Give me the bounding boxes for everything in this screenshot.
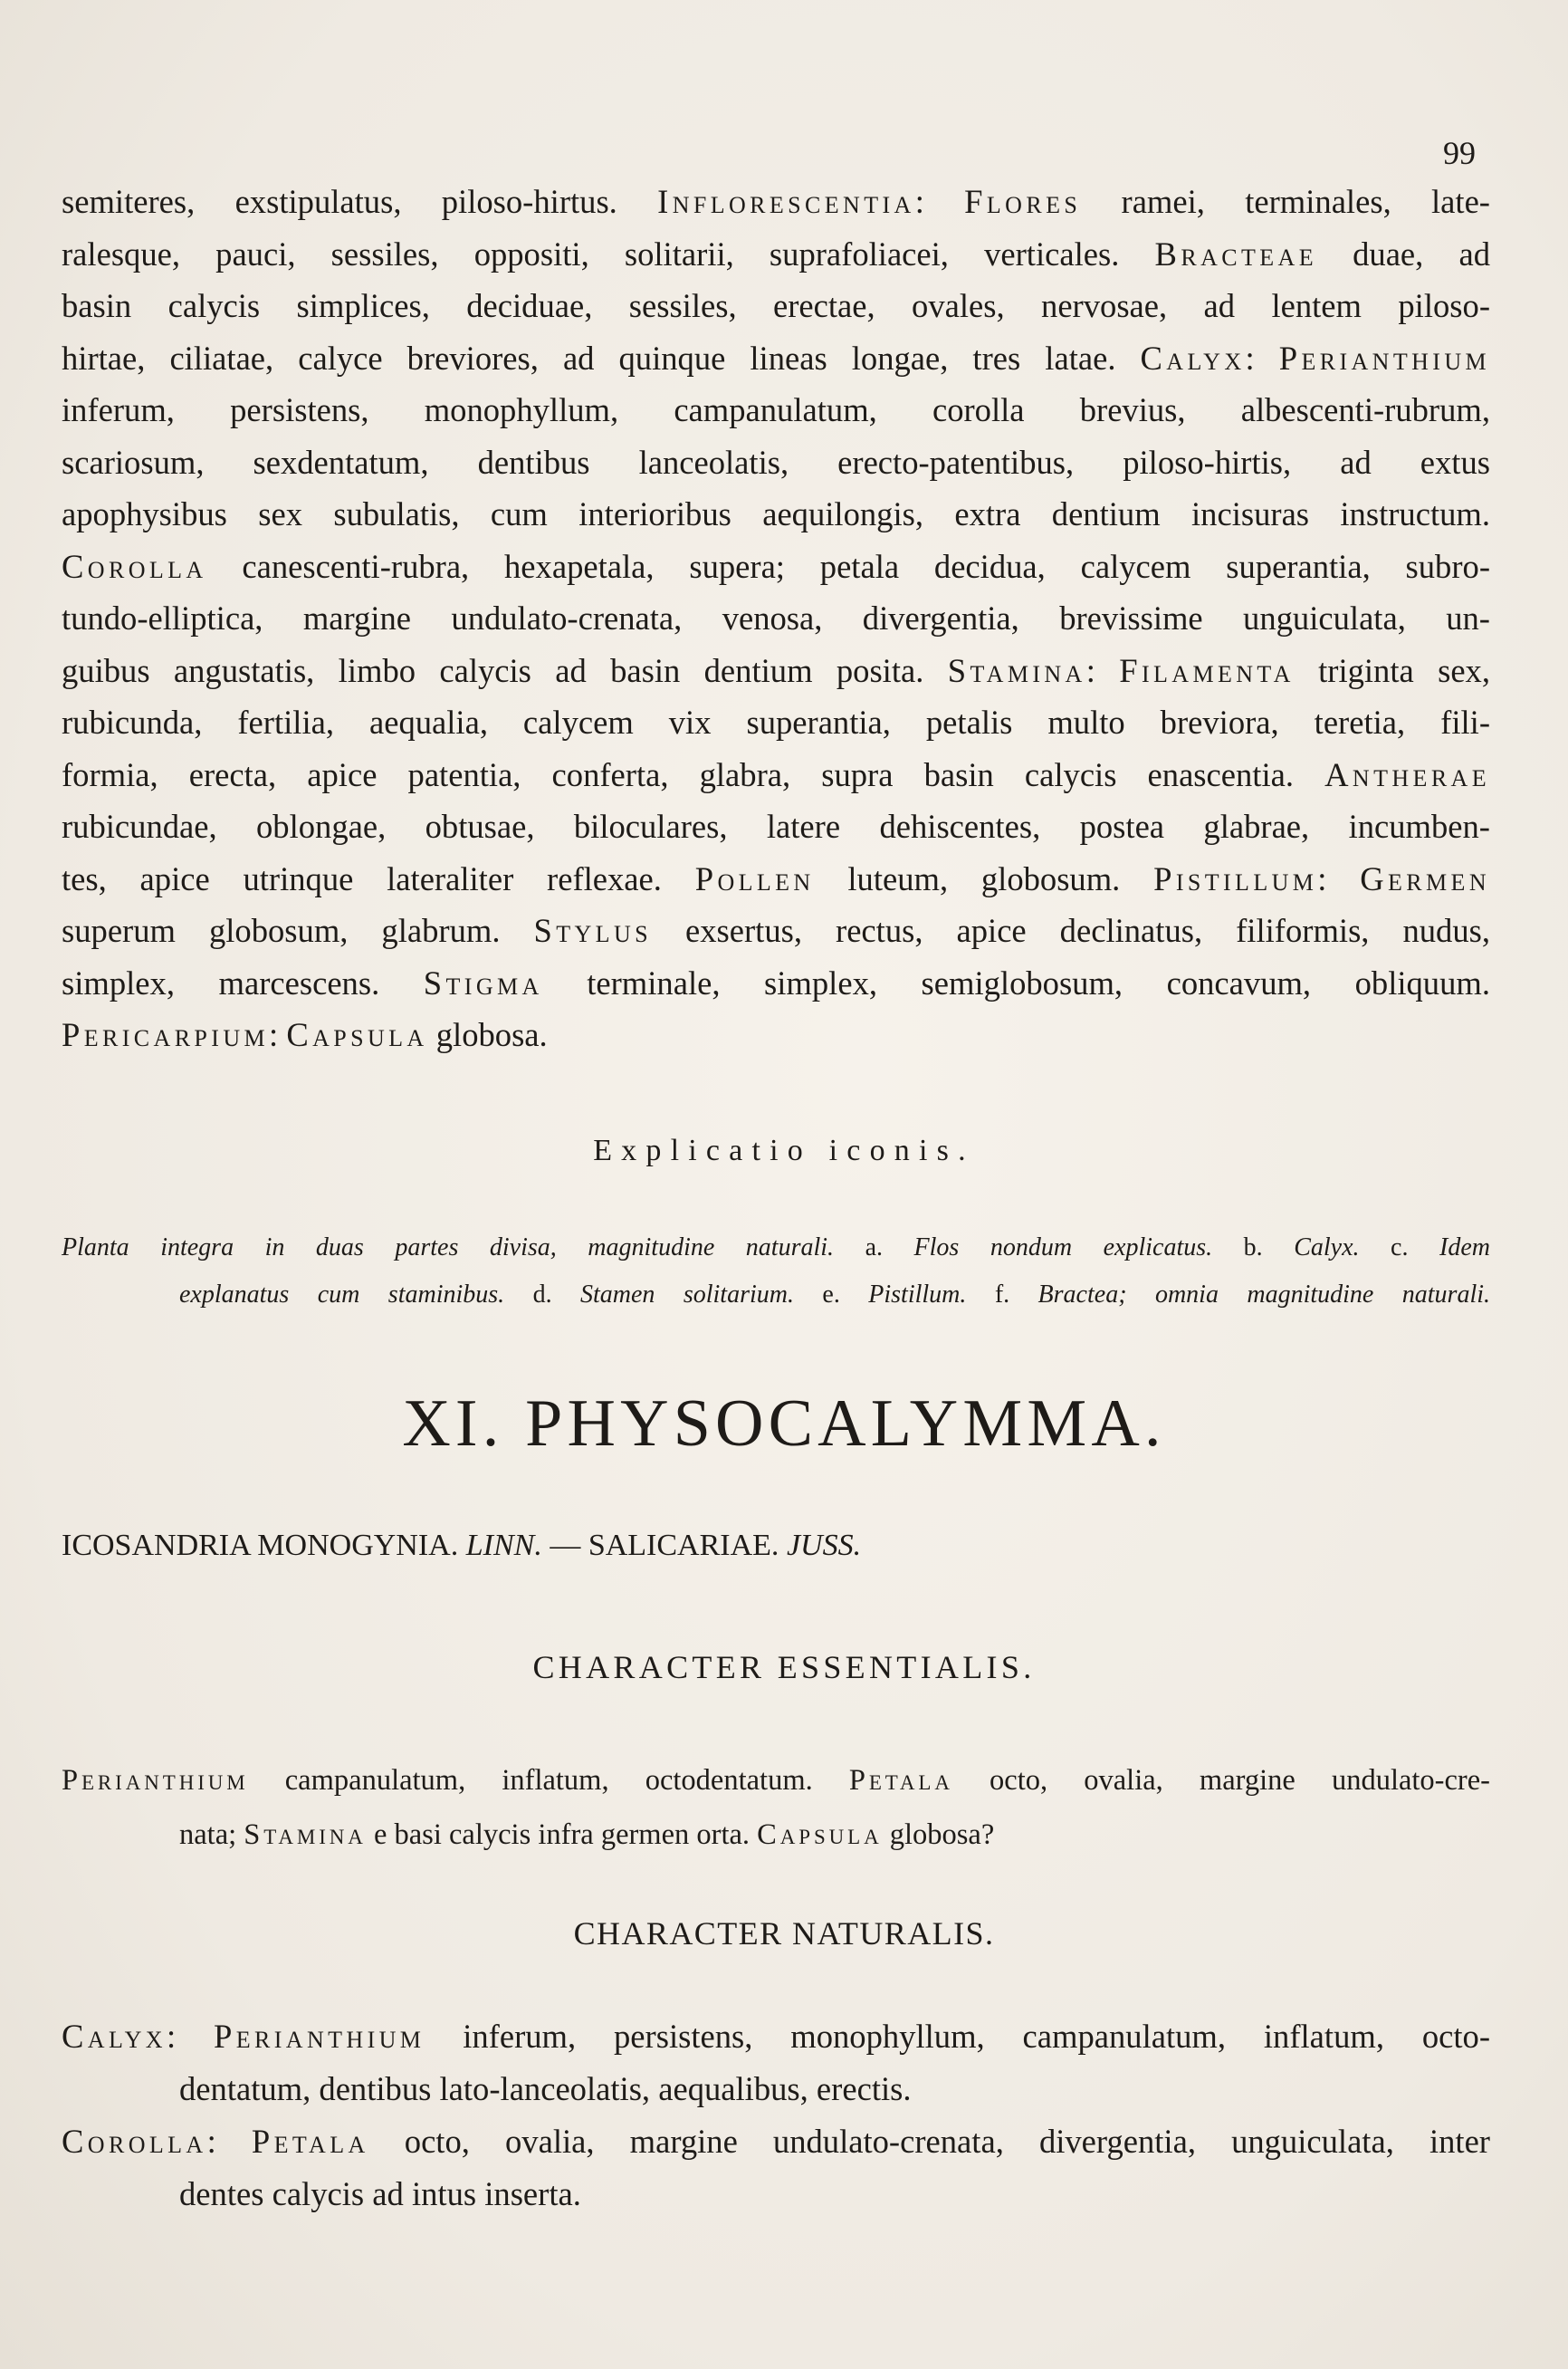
explicatio-caption	[62, 1224, 1490, 1319]
text-line: formia, erecta, apice patentia, conferta, glabra, supra basin calycis enascentia. Antherae	[62, 755, 1490, 793]
text-line: superum globosum, glabrum. Stylus exsertus, rectus, apice declinatus, filiformis, nudus,	[62, 912, 1490, 949]
text-line: Corolla canescenti-rubra, hexapetala, supera; petala decidua, calycem superantia, subro-	[62, 547, 1490, 585]
dash: —	[550, 1529, 581, 1562]
text-line: scariosum, sexdentatum, dentibus lanceolatis, erecto-patentibus, piloso-hirtis, ad extus	[62, 443, 1490, 481]
essentialis-paragraph	[62, 1753, 1490, 1862]
heading-essentialis: CHARACTER ESSENTIALIS.	[532, 1649, 1036, 1685]
text-line: simplex, marcescens. Stigma terminale, simplex, semiglobosum, concavum, obliquum.	[62, 964, 1490, 1002]
text-line: inferum, persistens, monophyllum, campanulatum, corolla brevius, albescenti-rubrum,	[62, 391, 1490, 428]
text-line: semiteres, exstipulatus, piloso-hirtus. Inflorescentia: Flores ramei, terminales, late-	[62, 183, 1490, 220]
text-line: hirtae, ciliatae, calyce breviores, ad quinque lineas longae, tres latae. Calyx: Perianthium	[62, 339, 1491, 377]
text-line: Calyx: Perianthium inferum, persistens, monophyllum, campanulatum, inflatum, octo-	[62, 2018, 1490, 2055]
page-number: 99	[1443, 135, 1476, 171]
family-name: SALICARIAE.	[588, 1529, 779, 1562]
text-line: Pericarpium: Capsula globosa.	[62, 1016, 548, 1053]
caption-line: Planta integra in duas partes divisa, magnitudine naturali. a. Flos nondum explicatus. b. Calyx. c. Idem	[62, 1233, 1490, 1261]
text-line: ralesque, pauci, sessiles, oppositi, solitarii, suprafoliacei, verticales. Bracteae duae, ad	[62, 235, 1490, 273]
text-line: tundo-elliptica, margine undulato-crenata, venosa, divergentia, brevissime unguiculata, un-	[62, 599, 1490, 637]
text-line: apophysibus sex subulatis, cum interioribus aequilongis, extra dentium incisuras instructum.	[62, 495, 1490, 532]
text-line: dentatum, dentibus lato-lanceolatis, aequalibus, erectis.	[179, 2070, 912, 2107]
text-line: rubicunda, fertilia, aequalia, calycem vix superantia, petalis multo breviora, teretia, fili-	[62, 704, 1490, 741]
chapter-title: XI. PHYSOCALYMMA.	[402, 1386, 1166, 1461]
description-paragraph	[62, 176, 1490, 1061]
text-line: Perianthium campanulatum, inflatum, octodentatum. Petala octo, ovalia, margine undulato-cre-	[62, 1764, 1490, 1797]
explicatio-heading: Explicatio iconis.	[593, 1134, 975, 1167]
text-line: dentes calycis ad intus inserta.	[179, 2175, 581, 2212]
author-abbrev: LINN.	[465, 1529, 542, 1562]
text-line: rubicundae, oblongae, obtusae, biloculares, latere dehiscentes, postea glabrae, incumben-	[62, 808, 1490, 845]
heading-naturalis: CHARACTER NATURALIS.	[573, 1915, 995, 1952]
classification-line	[62, 1529, 861, 1563]
naturalis-paragraph	[62, 2010, 1490, 2220]
text-line: Corolla: Petala octo, ovalia, margine undulato-crenata, divergentia, unguiculata, inter	[62, 2123, 1490, 2160]
text-line: guibus angustatis, limbo calycis ad basin dentium posita. Stamina: Filamenta triginta sex,	[62, 651, 1490, 689]
text-line: tes, apice utrinque lateraliter reflexae. Pollen luteum, globosum. Pistillum: Germen	[62, 859, 1490, 897]
author-abbrev: JUSS.	[786, 1529, 862, 1562]
caption-line: explanatus cum staminibus. d. Stamen solitarium. e. Pistillum. f. Bractea; omnia magnitudine naturali.	[179, 1280, 1491, 1309]
text-line: nata; Stamina e basi calycis infra germen orta. Capsula globosa?	[179, 1818, 995, 1851]
text-line: basin calycis simplices, deciduae, sessiles, erectae, ovales, nervosae, ad lentem piloso-	[62, 287, 1490, 324]
linnaean-class: ICOSANDRIA MONOGYNIA.	[62, 1529, 459, 1562]
